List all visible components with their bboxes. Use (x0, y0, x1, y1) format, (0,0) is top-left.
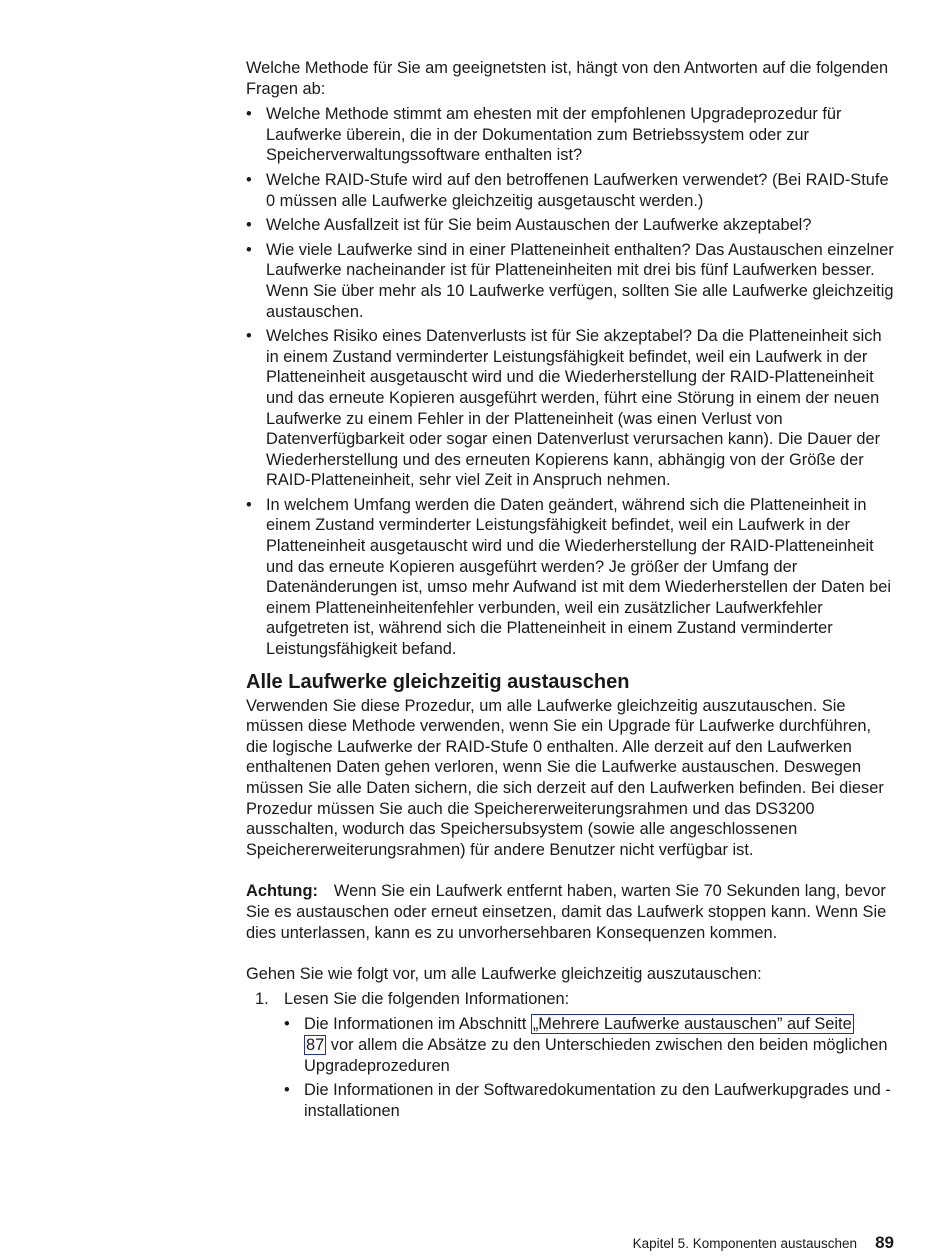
page-number: 89 (875, 1233, 894, 1252)
step-sublist (284, 1014, 894, 1121)
procedure-intro: Gehen Sie wie folgt vor, um alle Laufwerke gleichzeitig auszutauschen: (246, 965, 762, 984)
intro-paragraph: Welche Methode für Sie am geeignetsten ist, hängt von den Antworten auf die folgenden Fragen ab: (246, 59, 889, 98)
chapter-title: Kapitel 5. Komponenten austauschen (632, 1236, 858, 1251)
list-item: • In welchem Umfang werden die Daten geändert, während sich die Platteneinheit in einem Zustand verminderter Leistungsfähigkeit befindet, weil ein Laufwerk in der Platteneinheit ausgetauscht wird und die Wiederherstellung der RAID-Platteneinheit und das erneute Kopieren ausgeführt werden? Je größer der Umfang der Datenänderungen ist, umso mehr Aufwand ist mit dem Wiederherstellen der Daten bei einem Platteneinheitenfehler verbunden, weil ein zusätzlicher Laufwerkfehler aufgetreten ist, während sich die Platteneinheit in einem Zustand verminderter Leistungsfähigkeit befand. (246, 495, 894, 660)
procedure-steps (246, 989, 894, 1122)
list-item: • Welche Methode stimmt am ehesten mit der empfohlenen Upgradeprozedur für Laufwerke überein, die in der Dokumentation zum Betriebssystem oder zur Speicherverwaltungssoftware enthalten ist? (246, 104, 894, 166)
page-footer (633, 1233, 894, 1254)
attention-notice (246, 881, 894, 943)
cross-reference-link[interactable]: „Mehrere Laufwerke austauschen” auf Seite (532, 1015, 852, 1034)
step-text: Lesen Sie die folgenden Informationen: (284, 989, 570, 1008)
sublist-item: • Die Informationen in der Softwaredokumentation zu den Laufwerkupgrades und -installationen (284, 1080, 894, 1121)
list-item: • Welches Risiko eines Datenverlusts ist für Sie akzeptabel? Da die Platteneinheit sich in einem Zustand verminderter Leistungsfähigkeit befindet, weil ein Laufwerk in der Platteneinheit ausgetauscht wird und die Wiederherstellung der RAID-Platteneinheit und das erneute Kopieren ausgeführt werden, führt eine Störung in einem der neuen Laufwerke zu einem Fehler in der Platteneinheit (was einen Verlust von Datenverfügbarkeit oder sogar einen Datenverlust verursachen kann). Die Dauer der Wiederherstellung und des erneuten Kopierens kann, abhängig von der Größe der RAID-Platteneinheit, sehr viel Zeit in Anspruch nehmen. (246, 326, 894, 491)
section-body: Verwenden Sie diese Prozedur, um alle Laufwerke gleichzeitig auszutauschen. Sie müssen diese Methode verwenden, wenn Sie ein Upgrade für Laufwerke durchführen, die logische Laufwerke der RAID-Stufe 0 enthalten. Alle derzeit auf den Laufwerken enthaltenen Daten gehen verloren, wenn Sie die Laufwerke austauschen. Deswegen müssen Sie alle Daten sichern, die sich derzeit auf den Laufwerken befinden. Bei dieser Prozedur müssen Sie auch die Speichererweiterungsrahmen und das DS3200 ausschalten, wodurch das Speichersubsystem (sowie alle angeschlossenen Speichererweiterungsrahmen) für andere Benutzer nicht verfügbar ist. (246, 696, 884, 859)
sublist-item (284, 1014, 894, 1076)
document-page (246, 58, 894, 1125)
section-heading: Alle Laufwerke gleichzeitig austauschen (246, 670, 630, 693)
page-reference-link[interactable]: 87 (306, 1035, 325, 1054)
sublist-text: Die Informationen im Abschnitt (304, 1015, 531, 1034)
list-item: • Welche Ausfallzeit ist für Sie beim Austauschen der Laufwerke akzeptabel? (246, 215, 894, 236)
list-item: • Wie viele Laufwerke sind in einer Platteneinheit enthalten? Das Austauschen einzelner Laufwerke nacheinander ist für Platteneinheiten mit drei bis fünf Laufwerken besser. Wenn Sie über mehr als 10 Laufwerke verfügen, sollten Sie alle Laufwerke gleichzeitig austauschen. (246, 240, 894, 322)
step-number: 1. (255, 989, 269, 1008)
question-list (246, 104, 894, 659)
step-item (246, 989, 894, 1122)
sublist-text: vor allem die Absätze zu den Unterschieden zwischen den beiden möglichen Upgradeprozeduren (304, 1035, 888, 1075)
attention-text: Wenn Sie ein Laufwerk entfernt haben, warten Sie 70 Sekunden lang, bevor Sie es austauschen oder erneut einsetzen, damit das Laufwerk stoppen kann. Wenn Sie dies unterlassen, kann es zu unvorhersehbaren Konsequenzen kommen. (246, 882, 887, 942)
list-item: • Welche RAID-Stufe wird auf den betroffenen Laufwerken verwendet? (Bei RAID-Stufe 0 müssen alle Laufwerke gleichzeitig ausgetauscht werden.) (246, 170, 894, 211)
attention-label: Achtung: (246, 882, 318, 901)
